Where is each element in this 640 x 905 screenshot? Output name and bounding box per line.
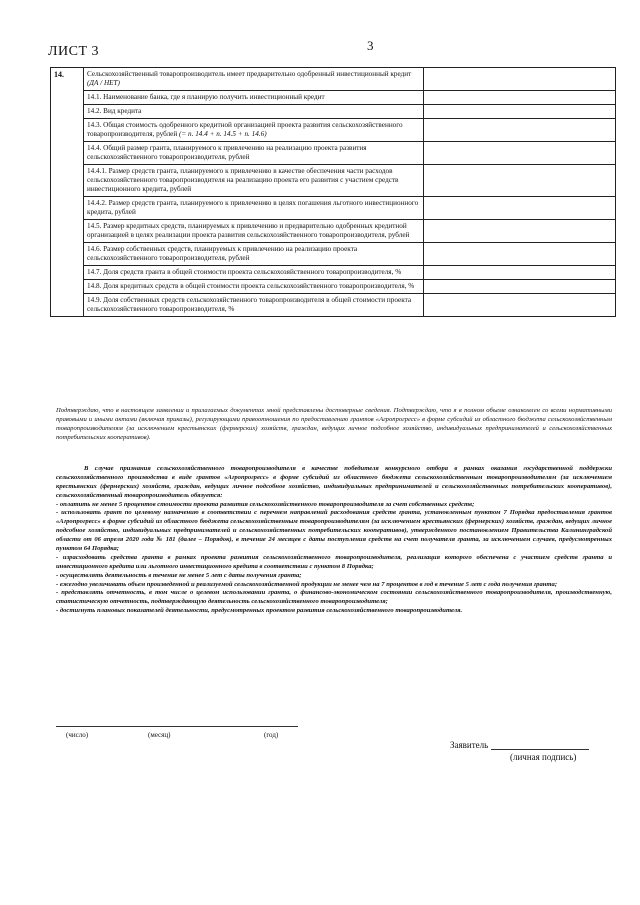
question-cell [84, 91, 424, 105]
question-text: 14.2. Вид кредита [87, 107, 142, 115]
applicant-signature-line [491, 749, 589, 750]
table-row [51, 165, 616, 197]
table-row [51, 220, 616, 243]
answer-cell[interactable] [424, 165, 616, 197]
answer-cell[interactable] [424, 91, 616, 105]
answer-cell[interactable] [424, 294, 616, 317]
obligation-item: - представлять отчетность, в том числе о целевом использовании гранта, о финансово-экономическом состоянии сельскохозяйственного товаропроизводителя, производственную, статистическую отчетность, подтверждающую деятельность сельскохозяйственного товаропроизводителя; [56, 589, 612, 606]
question-hint: (= п. 14.4 + п. 14.5 + п. 14.6) [178, 130, 267, 138]
question-text: 14.4. Общий размер гранта, планируемого к привлечению на реализацию проекта развития сельскохозяйственного товаропроизводителя, рублей [87, 144, 367, 161]
answer-cell[interactable] [424, 266, 616, 280]
table-row [51, 294, 616, 317]
table-row [51, 197, 616, 220]
table-row [51, 68, 616, 91]
question-text: 14.8. Доля кредитных средств в общей стоимости проекта сельскохозяйственного товаропроизводителя, % [87, 282, 415, 290]
obligation-item: В случае признания сельскохозяйственного товаропроизводителя в качестве победителя конкурсного отбора в рамках оказания государственной поддержки сельскохозяйственного производства в виде грантов «Агропрогресс» в форме субсидий из областного бюджета сельскохозяйственным товаропроизводителям (за исключением крестьянских (фермерских) хозяйств, граждан, ведущих личное подсобное хозяйство, индивидуальных предпринимателей и сельскохозяйственных потребительских кооперативов), сельскохозяйственный товаропроизводитель обязуется: [56, 465, 612, 499]
applicant-label: Заявитель [450, 740, 489, 750]
year-label: (год) [264, 731, 279, 739]
question-text: 14.6. Размер собственных средств, планируемых к привлечению на реализацию проекта сельскохозяйственного товаропроизводителя, рублей [87, 245, 358, 262]
applicant-signature [450, 740, 589, 750]
date-signature-line [56, 726, 298, 727]
table-row [51, 119, 616, 142]
table-row [51, 243, 616, 266]
answer-cell[interactable] [424, 142, 616, 165]
question-cell [84, 243, 424, 266]
obligation-item: - израсходовать средства гранта в рамках проекта развития сельскохозяйственного товаропроизводителя, реализация которого обеспечена с участием средств гранта и инвестиционного кредита или льготного инвестиционного кредита в соответствии с пунктом 8 Порядка; [56, 553, 612, 570]
section-number: 14. [51, 68, 84, 317]
answer-cell[interactable] [424, 119, 616, 142]
application-table [50, 67, 616, 317]
answer-cell[interactable] [424, 105, 616, 119]
day-label: (число) [66, 731, 89, 739]
obligation-item: - осуществлять деятельность в течение не менее 5 лет с даты получения гранта; [56, 571, 302, 579]
obligation-item: - оплатить не менее 5 процентов стоимости проекта развития сельскохозяйственного товаропроизводителя за счет собственных средств; [56, 500, 475, 508]
obligation-item: - использовать грант по целевому назначению в соответствии с перечнем направлений расходования средств гранта, установленным пунктом 7 Порядка предоставления грантов «Агропрогресс» в форме субсидий из областного бюджета сельскохозяйственным товаропроизводителям (за исключением крестьянских (фермерских) хозяйств, граждан, ведущих личное подсобное хозяйство, индивидуальных предпринимателей и сельскохозяйственных потребительских кооперативов), утвержденного постановлением Правительства Калининградской области от 06 апреля 2020 года № 181 (далее – Порядок), в течение 24 месяцев с даты поступления средств на счет получателя гранта, за исключением случаев, предусмотренных пунктом 64 Порядка; [56, 509, 612, 553]
question-text: 14.5. Размер кредитных средств, планируемых к привлечению и предварительно одобренных кредитной организацией в целях реализации проекта развития сельскохозяйственного товаропроизводителя, рублей [87, 222, 410, 239]
obligations-block [56, 465, 612, 616]
question-cell [84, 266, 424, 280]
question-cell [84, 280, 424, 294]
answer-cell[interactable] [424, 243, 616, 266]
question-cell [84, 165, 424, 197]
question-text: 14.4.2. Размер средств гранта, планируемого к привлечению в целях погашения льготного инвестиционного кредита, рублей [87, 199, 419, 216]
question-cell [84, 142, 424, 165]
question-text: 14.7. Доля средств гранта в общей стоимости проекта сельскохозяйственного товаропроизводителя, % [87, 268, 402, 276]
question-text: 14.3. Общая стоимость одобренного кредитной организацией проекта развития сельскохозяйственного товаропроизводителя, рублей [87, 121, 403, 138]
obligation-item: - ежегодно увеличивать объем произведенной и реализуемой сельскохозяйственной продукции не менее чем на 7 процентов в год в течение 5 лет с года получения гранта; [56, 580, 558, 588]
question-text: Сельскохозяйственный товаропроизводитель имеет предварительно одобренный инвестиционный кредит [87, 70, 412, 78]
table-row [51, 105, 616, 119]
answer-cell[interactable] [424, 68, 616, 91]
question-cell [84, 68, 424, 91]
table-row [51, 142, 616, 165]
table-row [51, 91, 616, 105]
answer-cell[interactable] [424, 197, 616, 220]
question-cell [84, 197, 424, 220]
table-row [51, 280, 616, 294]
question-text: 14.4.1. Размер средств гранта, планируемого к привлечению в качестве обеспечения части расходов сельскохозяйственного товаропроизводителя на реализацию проекта его развития с участием средств инвестиционного кредита, рублей [87, 167, 399, 193]
confirmation-text: Подтверждаю, что в настоящем заявлении и прилагаемых документах мной представлены достоверные сведения. Подтверждаю, что я в полном объеме ознакомлен со всеми нормативными правовыми и иными актами (включая приказы), регулирующими правоотношения по предоставлению грантов «Агропрогресс» в форме субсидий из областного бюджета сельскохозяйственным товаропроизводителям (за исключением крестьянских (фермерских) хозяйств, граждан, ведущих личное подсобное хозяйство, индивидуальных предпринимателей и сельскохозяйственных потребительских кооперативов). [56, 407, 612, 441]
sheet-title: ЛИСТ 3 [48, 44, 99, 59]
answer-cell[interactable] [424, 280, 616, 294]
question-cell [84, 119, 424, 142]
question-text: 14.9. Доля собственных средств сельскохозяйственного товаропроизводителя в общей стоимости проекта сельскохозяйственного товаропроизводителя, % [87, 296, 412, 313]
question-cell [84, 220, 424, 243]
question-hint: (ДА / НЕТ) [87, 79, 120, 87]
question-cell [84, 294, 424, 317]
personal-signature-label: (личная подпись) [510, 752, 577, 762]
answer-cell[interactable] [424, 220, 616, 243]
page-number: 3 [367, 38, 374, 53]
question-cell [84, 105, 424, 119]
question-text: 14.1. Наименование банка, где я планирую получить инвестиционный кредит [87, 93, 325, 101]
obligation-item: - достигнуть плановых показателей деятельности, предусмотренных проектом развития сельскохозяйственного товаропроизводителя. [56, 607, 463, 615]
table-row [51, 266, 616, 280]
month-label: (месяц) [148, 731, 171, 739]
